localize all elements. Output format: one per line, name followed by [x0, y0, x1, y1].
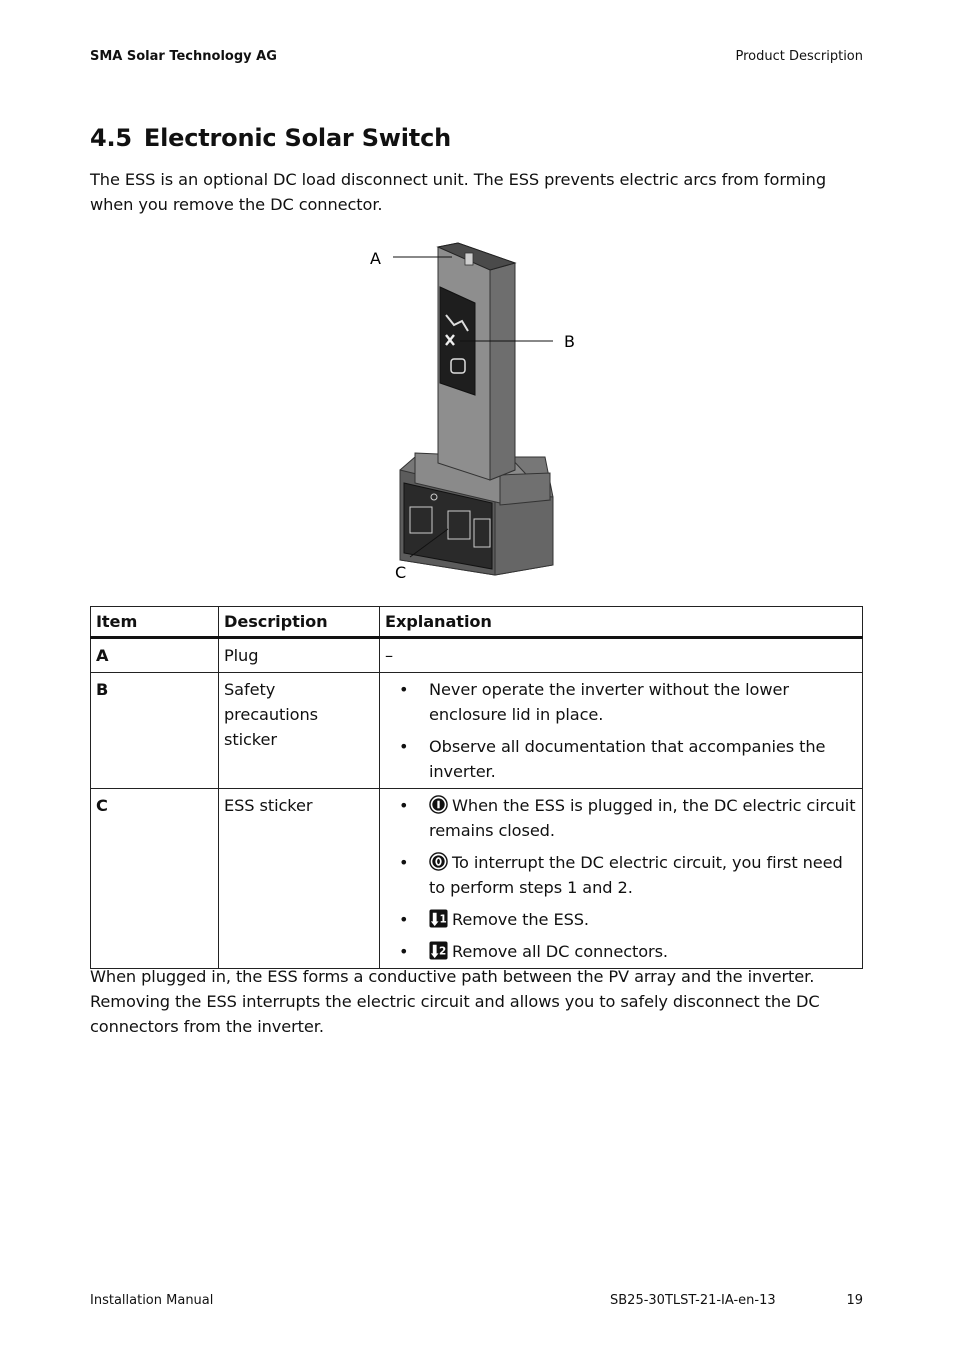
- ess-base-side: [495, 493, 553, 575]
- list-item: • Observe all documentation that accompanies the inverter.: [385, 734, 857, 784]
- table-header-row: [91, 607, 863, 638]
- list-item: [385, 793, 857, 843]
- step-1-icon: [429, 909, 448, 928]
- circle-1-icon: [429, 795, 448, 814]
- list-item: [385, 939, 857, 964]
- bullet-text: Remove the ESS.: [452, 910, 589, 929]
- ess-collar-side: [500, 473, 550, 505]
- list-item: • Never operate the inverter without the lower enclosure lid in place.: [385, 677, 857, 727]
- item-cell: A: [91, 638, 219, 673]
- ess-plug-side: [490, 263, 515, 480]
- bullet-text: Remove all DC connectors.: [452, 942, 668, 961]
- table-row: [91, 638, 863, 673]
- header-section: Product Description: [735, 49, 863, 64]
- ess-figure: [360, 235, 600, 585]
- header-item: Item: [91, 607, 219, 638]
- section-number: 4.5: [90, 124, 132, 152]
- item-cell: B: [91, 673, 219, 789]
- list-item: [385, 850, 857, 900]
- list-item: [385, 907, 857, 932]
- description-cell: Safety precautions sticker: [219, 673, 380, 789]
- items-table: [90, 606, 863, 969]
- description-cell: Plug: [219, 638, 380, 673]
- label-a: A: [370, 249, 381, 268]
- table-row: [91, 673, 863, 789]
- step-2-icon: [429, 941, 448, 960]
- explanation-cell: –: [380, 638, 863, 673]
- ess-pin: [465, 253, 473, 265]
- svg-text:1: • 1: [439, 913, 447, 926]
- intro-paragraph: The ESS is an optional DC load disconnect unit. The ESS prevents electric arcs from forming when you remove the DC connector.: [90, 170, 826, 214]
- ess-illustration: [360, 235, 600, 585]
- label-b: B: [564, 332, 575, 351]
- table-row: [91, 789, 863, 969]
- explanation-cell: [380, 789, 863, 969]
- svg-text:2: • 2: [438, 945, 447, 958]
- label-c: C: [395, 563, 407, 582]
- footer-manual: Installation Manual: [90, 1293, 214, 1308]
- bullet-text: When the ESS is plugged in, the DC electric circuit remains closed.: [429, 796, 856, 840]
- item-cell: C: [91, 789, 219, 969]
- footer-doc-code: SB25-30TLST-21-IA-en-13: [610, 1293, 776, 1308]
- header-company: SMA Solar Technology AG: [90, 49, 277, 64]
- header-description: Description: [219, 607, 380, 638]
- bullet-text: To interrupt the DC electric circuit, you first need to perform steps 1 and 2.: [429, 853, 843, 897]
- description-cell: ESS sticker: [219, 789, 380, 969]
- outro-paragraph: When plugged in, the ESS forms a conductive path between the PV array and the inverter. Removing the ESS interrupts the electric circuit and allows you to safely disconnect the DC connectors from the inverter.: [90, 967, 820, 1036]
- explanation-cell: [380, 673, 863, 789]
- section-title: [90, 124, 451, 152]
- header-explanation: Explanation: [380, 607, 863, 638]
- footer-page-number: 19: [846, 1293, 863, 1308]
- circle-0-icon: [429, 852, 448, 871]
- section-title-text: Electronic Solar Switch: [143, 124, 451, 152]
